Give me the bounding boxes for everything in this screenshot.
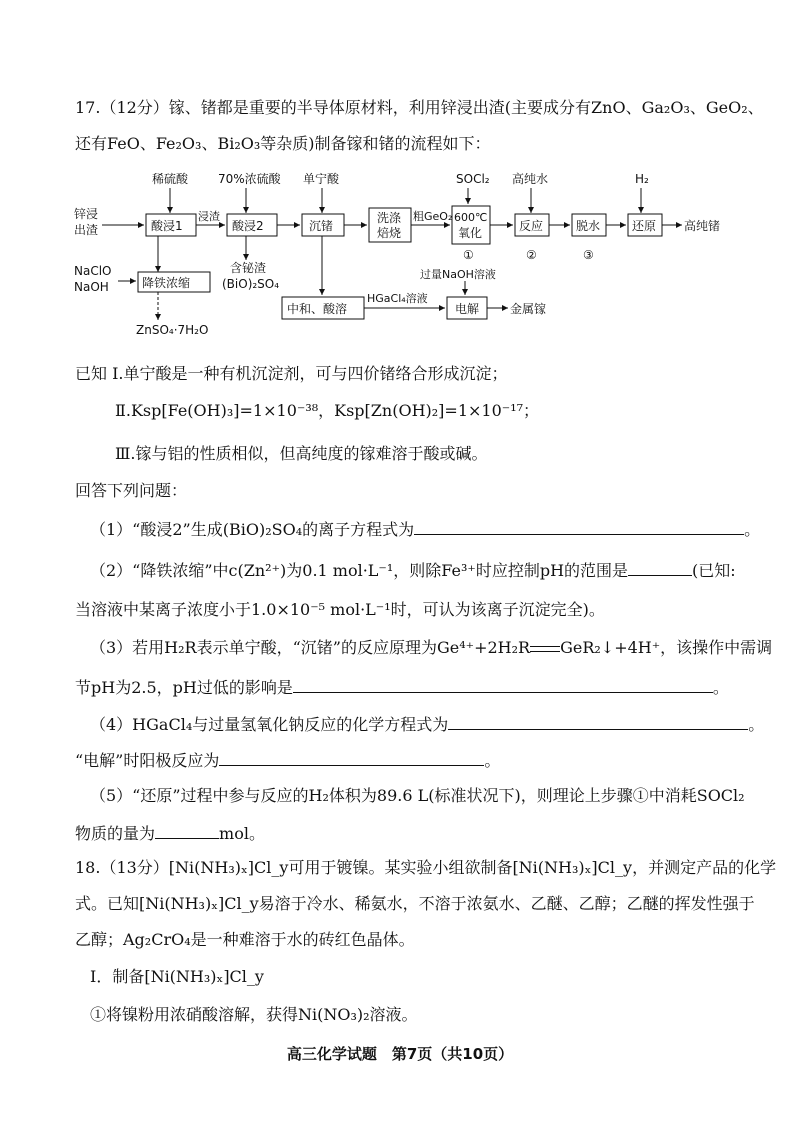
- step-2: ②: [526, 248, 537, 262]
- label-h2: H₂: [635, 172, 649, 186]
- answer-blank-1[interactable]: [414, 518, 744, 535]
- q17-intro-2: 还有FeO、Fe₂O₃、Bi₂O₃等杂质)制备镓和锗的流程如下：: [75, 134, 491, 153]
- q18-line-2: 式。已知[Ni(NH₃)ₓ]Cl_y易溶于冷水、稀氨水，不溶于浓氨水、乙醚、乙醇；乙醚的挥发性强于: [75, 894, 755, 913]
- label-crude-geo2: 粗GeO₂: [413, 210, 453, 223]
- question-3b: 节pH为2.5，pH过低的影响是 。: [75, 678, 729, 697]
- known-1: 已知 Ⅰ.单宁酸是一种有机沉淀剂，可与四价锗络合形成沉淀；: [75, 364, 508, 383]
- label-conc-h2so4: 70%浓硫酸: [218, 172, 281, 186]
- box-neutralize-label: 中和、酸溶: [287, 302, 348, 316]
- input-naoh: NaOH: [74, 280, 109, 294]
- answer-blank-5[interactable]: [219, 749, 484, 766]
- box-acid-leach-1-label: 酸浸1: [151, 219, 183, 233]
- box-ge-precipitation-label: 沉锗: [309, 219, 334, 233]
- answer-blank-6[interactable]: [155, 822, 219, 839]
- question-4b: “电解”时阳极反应为 。: [75, 751, 501, 770]
- box-oxidation-label: 氧化: [458, 226, 483, 240]
- side-output-bi-2: (BiO)₂SO₄: [222, 277, 280, 291]
- label-hgacl4: HGaCl₄溶液: [367, 292, 428, 305]
- label-tannic-acid: 单宁酸: [303, 172, 340, 186]
- known-2: Ⅱ.Ksp[Fe(OH)₃]=1×10⁻³⁸，Ksp[Zn(OH)₂]=1×10⁻¹⁷；: [115, 401, 540, 420]
- box-oxidation-temp: 600℃: [454, 211, 488, 224]
- box-roast-label: 焙烧: [377, 226, 402, 240]
- start-residue-2: 出渣: [74, 223, 99, 237]
- answer-prompt: 回答下列问题：: [75, 481, 188, 500]
- q18-line-3: 乙醇；Ag₂CrO₄是一种难溶于水的砖红色晶体。: [75, 930, 415, 949]
- answer-blank-4[interactable]: [448, 713, 748, 730]
- equilibrium-arrow: [530, 642, 560, 656]
- answer-blank-2[interactable]: [628, 559, 692, 576]
- label-pure-water: 高纯水: [512, 172, 549, 186]
- question-5b: 物质的量为 mol。: [75, 824, 265, 843]
- label-leach-residue: 浸渣: [198, 210, 220, 223]
- box-dehydration-label: 脱水: [576, 219, 601, 233]
- known-3: Ⅲ.镓与铝的性质相似，但高纯度的镓难溶于酸或碱。: [115, 444, 488, 463]
- page-footer: 高三化学试题 第7页（共10页）: [286, 1045, 514, 1063]
- product-pure-ge: 高纯锗: [684, 219, 721, 233]
- question-5a: （5）“还原”过程中参与反应的H₂体积为89.6 L(标准状况下)，则理论上步骤①中消耗SOCl₂: [90, 786, 745, 805]
- q18-line-1: 18.（13分）[Ni(NH₃)ₓ]Cl_y可用于镀镍。某实验小组欲制备[Ni(NH₃)ₓ]Cl_y，并测定产品的化学: [75, 858, 777, 877]
- process-flowchart: [70, 168, 750, 343]
- question-1: （1）“酸浸2”生成(BiO)₂SO₄的离子方程式为 。: [90, 520, 761, 539]
- answer-blank-3[interactable]: [293, 676, 713, 693]
- start-residue-1: 锌浸: [74, 207, 99, 221]
- question-2b: 当溶液中某离子浓度小于1.0×10⁻⁵ mol·L⁻¹时，可认为该离子沉淀完全)。: [75, 600, 605, 619]
- q17-intro-1: 17.（12分）镓、锗都是重要的半导体原材料，利用锌浸出渣(主要成分有ZnO、Ga₂O₃、GeO₂、: [75, 98, 764, 117]
- step-1: ①: [463, 248, 474, 262]
- product-ga: 金属镓: [510, 302, 547, 316]
- box-acid-leach-2-label: 酸浸2: [232, 219, 264, 233]
- question-2a: （2）“降铁浓缩”中c(Zn²⁺)为0.1 mol·L⁻¹，则除Fe³⁺时应控制pH的范围是 (已知:: [90, 561, 736, 580]
- box-wash-label: 洗涤: [377, 211, 402, 225]
- question-4a: （4）HGaCl₄与过量氢氧化钠反应的化学方程式为 。: [90, 715, 765, 734]
- box-iron-removal-label: 降铁浓缩: [142, 276, 191, 290]
- step-3: ③: [583, 248, 594, 262]
- product-znso4: ZnSO₄·7H₂O: [136, 323, 209, 337]
- label-naoh-excess: 过量NaOH溶液: [420, 268, 496, 281]
- q18-subheading: Ⅰ．制备[Ni(NH₃)ₓ]Cl_y: [90, 967, 264, 986]
- box-reduction-label: 还原: [632, 219, 657, 233]
- question-3a: （3）若用H₂R表示单宁酸，“沉锗”的反应原理为Ge⁴⁺+2H₂R GeR₂↓+4H⁺，该操作中需调: [90, 638, 773, 657]
- side-output-bi-1: 含铋渣: [230, 261, 267, 275]
- q18-step-1: ①将镍粉用浓硝酸溶解，获得Ni(NO₃)₂溶液。: [90, 1005, 418, 1024]
- box-electrolysis-label: 电解: [455, 302, 480, 316]
- label-socl2: SOCl₂: [456, 172, 490, 186]
- label-dilute-h2so4: 稀硫酸: [152, 172, 189, 186]
- input-naclo: NaClO: [74, 264, 112, 278]
- box-reaction-label: 反应: [519, 219, 544, 233]
